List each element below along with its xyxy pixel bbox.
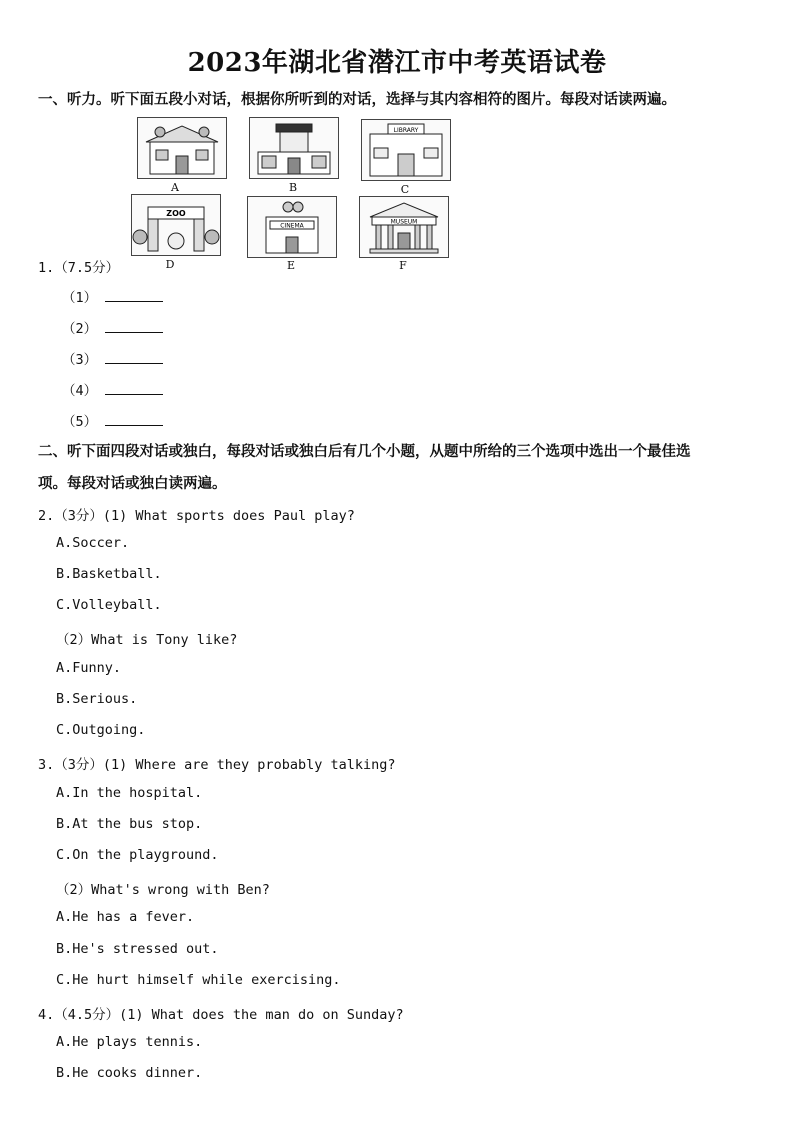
picture-d <box>131 194 221 256</box>
park-building-icon <box>250 118 338 178</box>
q2-option-b: B.Basketball. <box>56 566 162 582</box>
blank-4 <box>62 379 163 399</box>
picture-e <box>247 196 337 258</box>
answer-line-3[interactable] <box>105 351 163 364</box>
zoo-sign: ZOO <box>166 209 186 218</box>
blank-5-label: （5） <box>62 414 98 430</box>
q3-option-b: B.At the bus stop. <box>56 816 203 832</box>
picture-label-c: C <box>400 183 410 196</box>
q3-sub2-option-a: A.He has a fever. <box>56 909 195 925</box>
section2-heading-line2: 项。每段对话或独白读两遍。 <box>38 475 227 492</box>
blank-4-label: （4） <box>62 383 98 399</box>
question-2-stem: 2.（3分）(1) What sports does Paul play? <box>38 508 355 524</box>
picture-label-a: A <box>171 181 179 194</box>
question-1-header: 1.（7.5分） <box>38 260 120 276</box>
page-title: 2023年湖北省潜江市中考英语试卷 <box>187 48 607 78</box>
museum-sign: MUSEUM <box>390 218 418 226</box>
q2-option-c: C.Volleyball. <box>56 597 162 613</box>
library-building-icon <box>362 120 450 180</box>
picture-label-e: E <box>286 259 296 272</box>
q3-sub2-option-c: C.He hurt himself while exercising. <box>56 972 341 988</box>
q2-option-a: A.Soccer. <box>56 535 130 551</box>
blank-3 <box>62 348 163 368</box>
picture-label-f: F <box>399 259 407 272</box>
zoo-gate-icon <box>132 195 220 255</box>
section1-heading: 一、听力。听下面五段小对话，根据你所听到的对话，选择与其内容相符的图片。每段对话读两遍。 <box>38 91 676 108</box>
picture-c <box>361 119 451 181</box>
library-sign: LIBRARY <box>393 127 419 134</box>
picture-f <box>359 196 449 258</box>
restaurant-building-icon <box>138 118 226 178</box>
answer-line-4[interactable] <box>105 382 163 395</box>
q2-sub2-option-a: A.Funny. <box>56 660 122 676</box>
answer-line-5[interactable] <box>105 413 163 426</box>
q3-option-a: A.In the hospital. <box>56 785 203 801</box>
answer-line-1[interactable] <box>105 289 163 302</box>
picture-label-b: B <box>288 181 298 194</box>
q2-sub2-option-b: B.Serious. <box>56 691 138 707</box>
museum-building-icon <box>360 197 448 257</box>
blank-3-label: （3） <box>62 352 98 368</box>
q3-option-c: C.On the playground. <box>56 847 219 863</box>
q4-option-a: A.He plays tennis. <box>56 1034 203 1050</box>
blank-1 <box>62 286 163 306</box>
cinema-sign: CINEMA <box>280 222 304 230</box>
section2-heading-line1: 二、听下面四段对话或独白，每段对话或独白后有几个小题，从题中所给的三个选项中选出一个最佳选 <box>38 443 691 460</box>
question-3-stem: 3.（3分）(1) Where are they probably talking? <box>38 757 396 773</box>
picture-label-d: D <box>165 258 175 271</box>
blank-1-label: （1） <box>62 290 98 306</box>
q4-option-b: B.He cooks dinner. <box>56 1065 203 1081</box>
answer-line-2[interactable] <box>105 320 163 333</box>
picture-b <box>249 117 339 179</box>
question-4-stem: 4.（4.5分）(1) What does the man do on Sunday? <box>38 1007 404 1023</box>
cinema-building-icon <box>248 197 336 257</box>
q2-sub2-option-c: C.Outgoing. <box>56 722 146 738</box>
q3-sub2-option-b: B.He's stressed out. <box>56 941 219 957</box>
blank-5 <box>62 410 163 430</box>
blank-2 <box>62 317 163 337</box>
q2-sub2-stem: （2）What is Tony like? <box>56 632 238 648</box>
blank-2-label: （2） <box>62 321 98 337</box>
picture-a <box>137 117 227 179</box>
q3-sub2-stem: （2）What's wrong with Ben? <box>56 882 270 898</box>
